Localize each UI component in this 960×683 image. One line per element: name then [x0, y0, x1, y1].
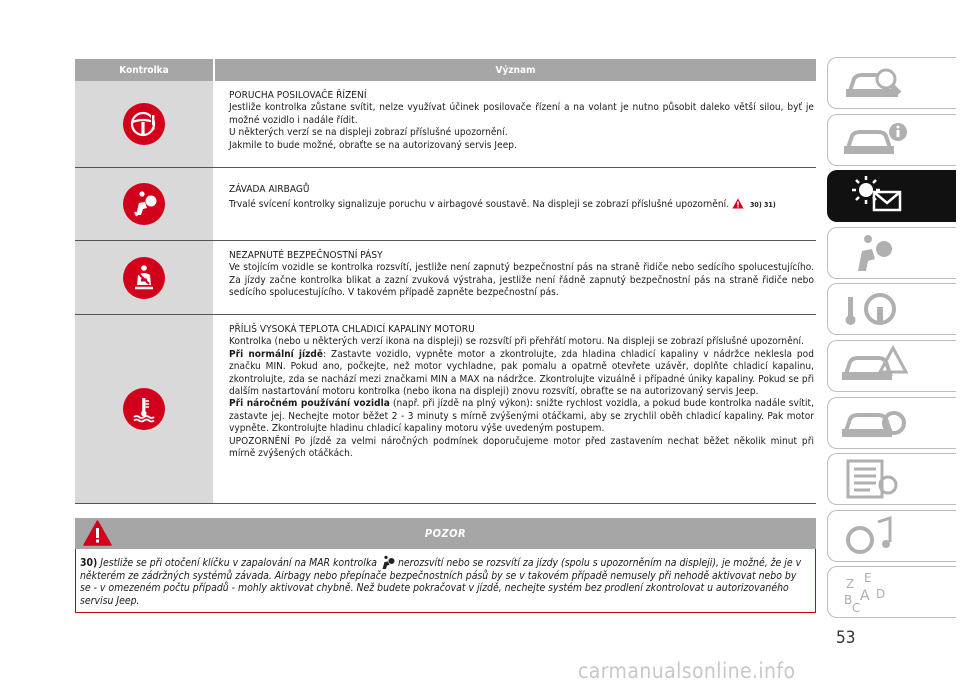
svg-text:D: D — [876, 587, 886, 602]
pozor-text: nerozsvítí nebo se rozsvítí za jízdy (spolu s upozorněním na displeji), je možné, že je v některém ze zádržných systémů závada. Airbagy nebo přepínače bezpečnostních pásů by se v takovém případě nemusely při nehodě aktivovat nebo by se - v omezeném počtu případů - mohly aktivovat chybně. Než budete pokračovat v jízdě, nechejte systém bez prodlení zkontrolovat u autorizovaného servisu Jeep. — [80, 557, 802, 607]
tab-safety[interactable] — [827, 227, 956, 279]
steering-warning-icon — [123, 103, 165, 145]
car-search-icon — [838, 61, 938, 105]
svg-text:Z: Z — [846, 577, 855, 592]
row-title: ZÁVADA AIRBAGŮ — [229, 184, 310, 195]
row-bold: Při normální jízdě — [229, 348, 324, 360]
airbag-icon — [380, 555, 395, 570]
row-bold: Při náročném používání vozidla — [229, 398, 390, 410]
car-info-icon — [838, 118, 938, 162]
table-row — [75, 81, 816, 168]
svg-text:B: B — [844, 593, 853, 608]
coolant-temperature-icon — [123, 388, 165, 430]
row-text: (např. při jízdě na plný výkon): snižte rychlost vozidla, a pokud bude kontrolka nadále svítit, zastavte jej. Nechejte motor běžet 2 - 3 minuty s mírně zvýšenými otáčkami, aby se zrychlil oběh chladicí kapaliny. Pak motor vypněte. Zkontrolujte hladinu chladicí kapaliny motoru výše uvedeným postupem. — [229, 398, 814, 435]
row-text: Ve stojícím vozidle se kontrolka rozsvítí, jestliže není zapnutý bezpečnostní pás na straně řidiče nebo sedícího spolucestujícího. Za jízdy začne kontrolka blikat a zazní zvuková výstraha, jestliže není řádně zapnutý bezpečnostní pás na straně řidiče nebo sedícího spolucestujícího. V takovém případě zapněte bezpečnostní pás. — [229, 262, 814, 299]
tab-index[interactable] — [827, 566, 956, 618]
row-title: PORUCHA POSILOVAČE ŘÍZENÍ — [229, 90, 367, 101]
row-title: PŘÍLIŠ VYSOKÁ TEPLOTA CHLADICÍ KAPALINY MOTORU — [229, 324, 475, 335]
warning-light-message-icon — [838, 174, 938, 218]
row-text: Jakmile to bude možné, obraťte se na autorizovaný servis Jeep. — [229, 139, 517, 151]
svg-text:A: A — [860, 588, 870, 605]
tab-maintenance[interactable] — [827, 397, 956, 449]
airbag-icon — [123, 183, 165, 225]
row-text: UPOZORNĚNÍ Po jízdě za velmi náročných podmínek doporučujeme motor před zastavením nechat běžet několik minut při mírně zvýšených otáčkách. — [229, 435, 814, 460]
row-text: Jestliže kontrolka zůstane svítit, nelze využívat účinek posilovače řízení a na volant je nutno působit daleko větší silou, byť je možné vozidlo i nadále řídit. — [229, 102, 814, 126]
service-car-icon — [838, 401, 938, 445]
key-steering-wheel-icon — [838, 287, 938, 331]
page-number: 53 — [836, 628, 856, 648]
tab-multimedia[interactable] — [827, 510, 956, 562]
row-text: Trvalé svícení kontrolky signalizuje poruchu v airbagové soustavě. Na displeji se zobrazí příslušné upozornění. — [229, 199, 730, 211]
pozor-text: Jestliže se při otočení klíčku v zapalování na MAR kontrolka — [97, 557, 380, 569]
chapter-tabs — [827, 57, 956, 623]
tab-starting-driving[interactable] — [827, 283, 956, 335]
pozor-num: 30) — [80, 557, 98, 569]
row-text: U některých verzí se na displeji zobrazí příslušné upozornění. — [229, 127, 508, 139]
warning-lights-table — [75, 59, 816, 504]
svg-text:C: C — [852, 601, 861, 615]
seat-airbag-icon — [838, 231, 938, 275]
row-text: Kontrolka (nebo u některých verzí ikona na displeji) se rozsvítí při přehřátí motoru. Na displeji se zobrazí příslušné upozornění. — [229, 336, 804, 348]
header-kontrolka: Kontrolka — [75, 59, 213, 81]
svg-text:E: E — [864, 571, 872, 586]
warning-triangle-icon — [83, 520, 112, 546]
index-letters-icon — [838, 570, 938, 614]
pozor-warning-box — [75, 518, 816, 613]
tab-emergency[interactable] — [827, 340, 956, 392]
table-row — [75, 315, 816, 504]
tab-technical-data[interactable] — [827, 453, 956, 505]
pozor-label: POZOR — [424, 527, 467, 540]
table-row — [75, 168, 816, 241]
seatbelt-icon — [123, 257, 165, 299]
tab-car-info[interactable] — [827, 114, 956, 166]
specifications-list-icon — [838, 457, 938, 501]
row-refs: 30) 31) — [749, 201, 776, 210]
tab-warning-lights[interactable] — [827, 170, 956, 222]
navigation-music-icon — [838, 514, 938, 558]
tab-car-search[interactable] — [827, 57, 956, 109]
table-row — [75, 241, 816, 315]
header-vyznam: Význam — [215, 59, 816, 81]
row-title: NEZAPNUTÉ BEZPEČNOSTNÍ PÁSY — [229, 250, 383, 261]
warning-triangle-icon — [732, 198, 744, 209]
watermark: carmanualsonline.info — [578, 659, 796, 683]
car-warning-icon — [838, 344, 938, 388]
table-header — [75, 59, 816, 81]
row-text: : Zastavte vozidlo, vypněte motor a zkontrolujte, zda hladina chladicí kapaliny v nádržce neklesla pod značku MIN. Pokud ano, počkejte, než motor vychladne, pak pomalu a opatrně otevřete uzávěr, doplňte chladicí kapalinu, zkontrolujte, zda se nachází mezi značkami MIN a MAX na nádržce. Zkontrolujte vizuálně i případné úniky kapaliny. Pokud se při dalším nastartování motoru kontrolka (nebo ikona na displeji) znovu rozsvítí, obraťte se na autorizovaný servis Jeep. — [229, 348, 814, 398]
